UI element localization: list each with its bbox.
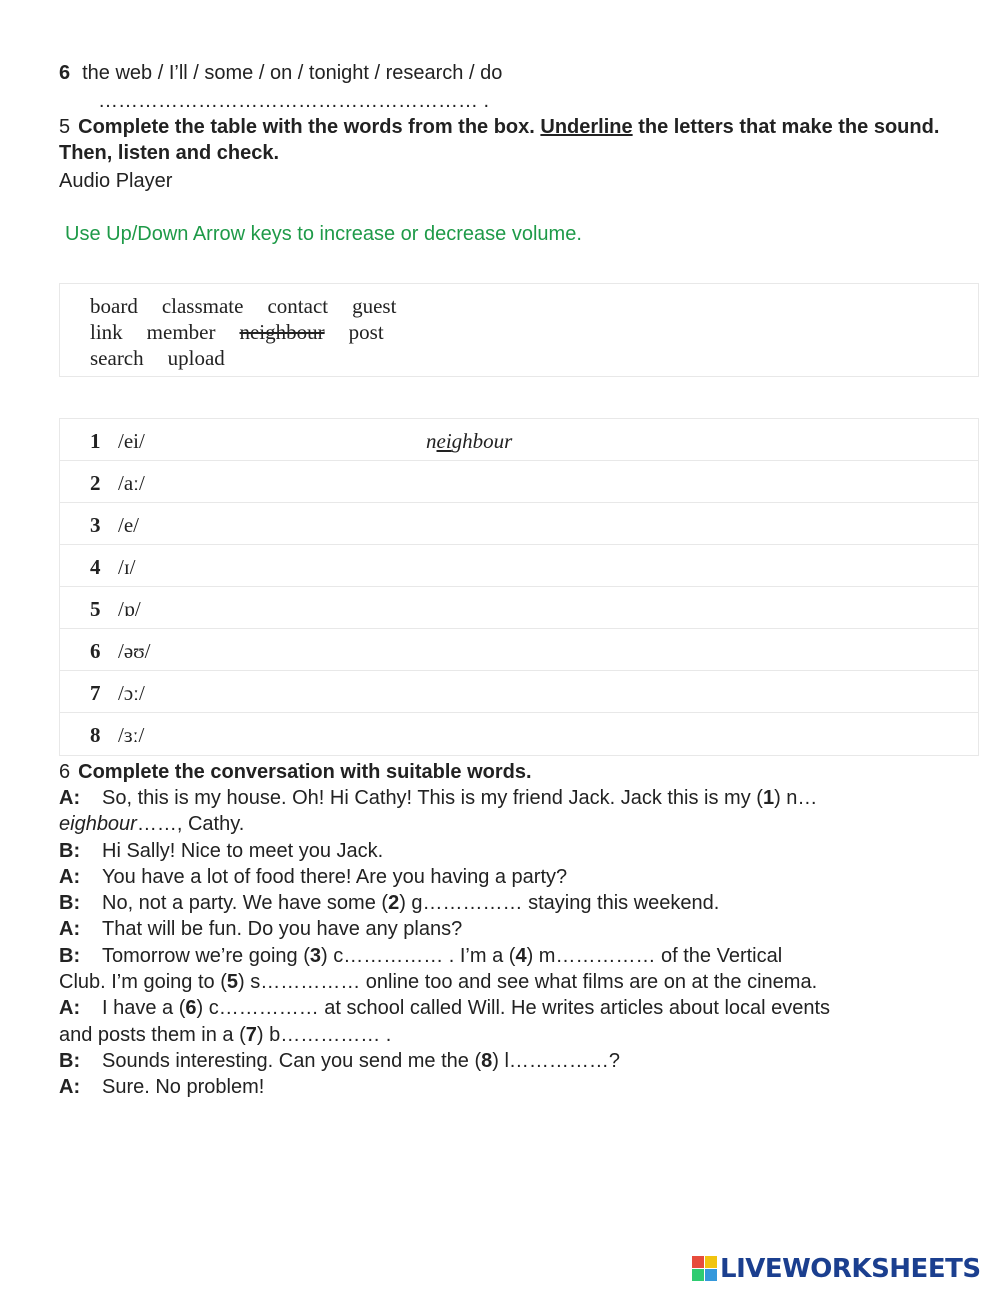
speaker-label: B: — [59, 839, 81, 862]
dialogue-line — [59, 864, 959, 890]
exercise5-number: 5 — [59, 116, 71, 138]
gap-number: 4 — [515, 944, 527, 967]
dialogue-line — [59, 969, 959, 995]
word-search: search — [90, 346, 144, 370]
q6-prompt: the web / I’ll / some / on / tonight / research / do — [82, 62, 503, 84]
dialogue-text: Sure. No problem! — [102, 1076, 265, 1099]
dialogue-text: So, this is my house. Oh! Hi Cathy! This is my friend Jack. Jack this is my ( — [102, 787, 763, 809]
liveworksheets-logo-text: LIVEWORKSHEETS — [720, 1254, 981, 1284]
table-row[interactable] — [60, 503, 978, 545]
word-box-row-2 — [90, 319, 408, 345]
dialogue-text: I have a ( — [102, 997, 186, 1020]
gap-blank[interactable]: ) l……………? — [492, 1049, 621, 1072]
logo-square-icon — [692, 1256, 704, 1268]
logo-square-icon — [705, 1256, 717, 1268]
gap-number: 2 — [388, 892, 400, 915]
word-member: member — [146, 320, 216, 344]
exercise6-number: 6 — [59, 761, 71, 783]
phoneme-symbol: /əʊ/ — [118, 639, 151, 663]
phoneme-symbol: /ɒ/ — [118, 597, 141, 621]
table-row — [60, 419, 978, 461]
word-contact: contact — [267, 294, 329, 318]
gap-blank[interactable]: ) s…………… online too and see what films are on at the cinema. — [237, 971, 818, 994]
phoneme-symbol: /ei/ — [118, 429, 145, 453]
gap-blank[interactable]: ) m…………… of the Vertical — [526, 944, 783, 967]
gap-number: 8 — [481, 1049, 493, 1072]
speaker-label: B: — [59, 1049, 81, 1072]
word-box — [59, 283, 979, 377]
dialogue-text: Tomorrow we’re going ( — [102, 944, 310, 967]
exercise6-heading — [59, 759, 532, 785]
table-row[interactable] — [60, 545, 978, 587]
gap-number: 5 — [226, 971, 238, 994]
row-number: 2 — [90, 471, 101, 495]
q6-number: 6 — [59, 62, 71, 84]
answer-underlined-letters: ei — [436, 429, 452, 453]
dialogue-line — [59, 785, 959, 811]
q6-line — [59, 60, 502, 86]
dialogue-line — [59, 1022, 959, 1048]
exercise5-heading — [59, 114, 959, 166]
gap-number: 6 — [185, 997, 197, 1020]
table-row[interactable] — [60, 671, 978, 713]
liveworksheets-logo-icon — [692, 1256, 718, 1282]
dialogue-line — [59, 811, 959, 837]
speaker-label: A: — [59, 1076, 81, 1099]
dialogue-text: and posts them in a ( — [59, 1023, 246, 1046]
example-answer: eighbour — [59, 813, 137, 836]
speaker-label: A: — [59, 997, 81, 1020]
liveworksheets-logo[interactable] — [692, 1254, 981, 1284]
dialogue-text: That will be fun. Do you have any plans? — [102, 918, 463, 941]
exercise6-instruction: Complete the conversation with suitable words. — [78, 761, 532, 783]
exercise5-instruction-2: the letters that make the sound. Then, listen and check. — [59, 116, 940, 164]
phoneme-symbol: /ɪ/ — [118, 555, 136, 579]
word-upload: upload — [167, 346, 225, 370]
gap-blank[interactable]: ) b…………… . — [256, 1023, 392, 1046]
logo-square-icon — [692, 1269, 704, 1281]
word-link: link — [90, 320, 123, 344]
logo-square-icon — [705, 1269, 717, 1281]
exercise5-underline-word: Underline — [540, 116, 633, 138]
dialogue-line — [59, 995, 959, 1021]
sound-table — [59, 418, 979, 756]
phoneme-symbol: /ɔː/ — [118, 681, 145, 705]
word-box-row-1 — [90, 293, 420, 319]
speaker-label: A: — [59, 918, 81, 941]
dialogue — [59, 785, 959, 1101]
dialogue-text: Club. I’m going to ( — [59, 971, 227, 994]
gap-blank[interactable]: ) c…………… . I’m a ( — [320, 944, 516, 967]
word-guest: guest — [352, 294, 397, 318]
word-post: post — [348, 320, 384, 344]
word-box-row-3 — [90, 345, 249, 371]
q6-answer-line[interactable]: ………………………………………………… . — [98, 90, 490, 112]
speaker-label: B: — [59, 892, 81, 915]
table-row[interactable] — [60, 587, 978, 629]
speaker-label: A: — [59, 787, 81, 809]
row-number: 5 — [90, 597, 101, 621]
audio-volume-hint: Use Up/Down Arrow keys to increase or decrease volume. — [65, 223, 582, 245]
dialogue-line — [59, 1048, 959, 1074]
speaker-label: B: — [59, 944, 81, 967]
row-number: 8 — [90, 723, 101, 747]
dialogue-line — [59, 1074, 959, 1100]
exercise5-instruction-1: Complete the table with the words from the box. — [78, 116, 541, 138]
row-number: 1 — [90, 429, 101, 453]
dialogue-text: You have a lot of food there! Are you having a party? — [102, 865, 568, 888]
row-number: 7 — [90, 681, 101, 705]
phoneme-symbol: /e/ — [118, 513, 139, 537]
answer-part: ghbour — [451, 429, 513, 453]
speaker-label: A: — [59, 865, 81, 888]
dialogue-text: No, not a party. We have some ( — [102, 892, 389, 915]
dialogue-text: ……, Cathy. — [136, 813, 245, 836]
table-row[interactable] — [60, 629, 978, 671]
audio-player-label[interactable]: Audio Player — [59, 170, 173, 192]
gap-blank[interactable]: ) c…………… at school called Will. He writes articles about local events — [196, 997, 831, 1020]
answer-part: n — [426, 429, 437, 453]
row-number: 3 — [90, 513, 101, 537]
dialogue-line — [59, 890, 959, 916]
gap-blank[interactable]: ) g…………… staying this weekend. — [399, 892, 720, 915]
dialogue-line — [59, 916, 959, 942]
gap-number: 1 — [762, 787, 775, 809]
dialogue-text: Hi Sally! Nice to meet you Jack. — [102, 839, 384, 862]
word-board: board — [90, 294, 138, 318]
row-number: 6 — [90, 639, 101, 663]
gap-blank[interactable]: ) n… — [774, 787, 818, 809]
row-number: 4 — [90, 555, 101, 579]
dialogue-line — [59, 838, 959, 864]
phoneme-symbol: /aː/ — [118, 471, 145, 495]
table-row[interactable] — [60, 461, 978, 503]
table-row[interactable] — [60, 713, 978, 755]
dialogue-line — [59, 943, 959, 969]
example-answer — [426, 429, 512, 454]
dialogue-text: Sounds interesting. Can you send me the ( — [102, 1049, 482, 1072]
word-neighbour-crossed: neighbour — [239, 320, 325, 344]
word-classmate: classmate — [161, 294, 244, 318]
gap-number: 7 — [245, 1023, 257, 1046]
phoneme-symbol: /ɜː/ — [118, 723, 145, 747]
gap-number: 3 — [309, 944, 321, 967]
